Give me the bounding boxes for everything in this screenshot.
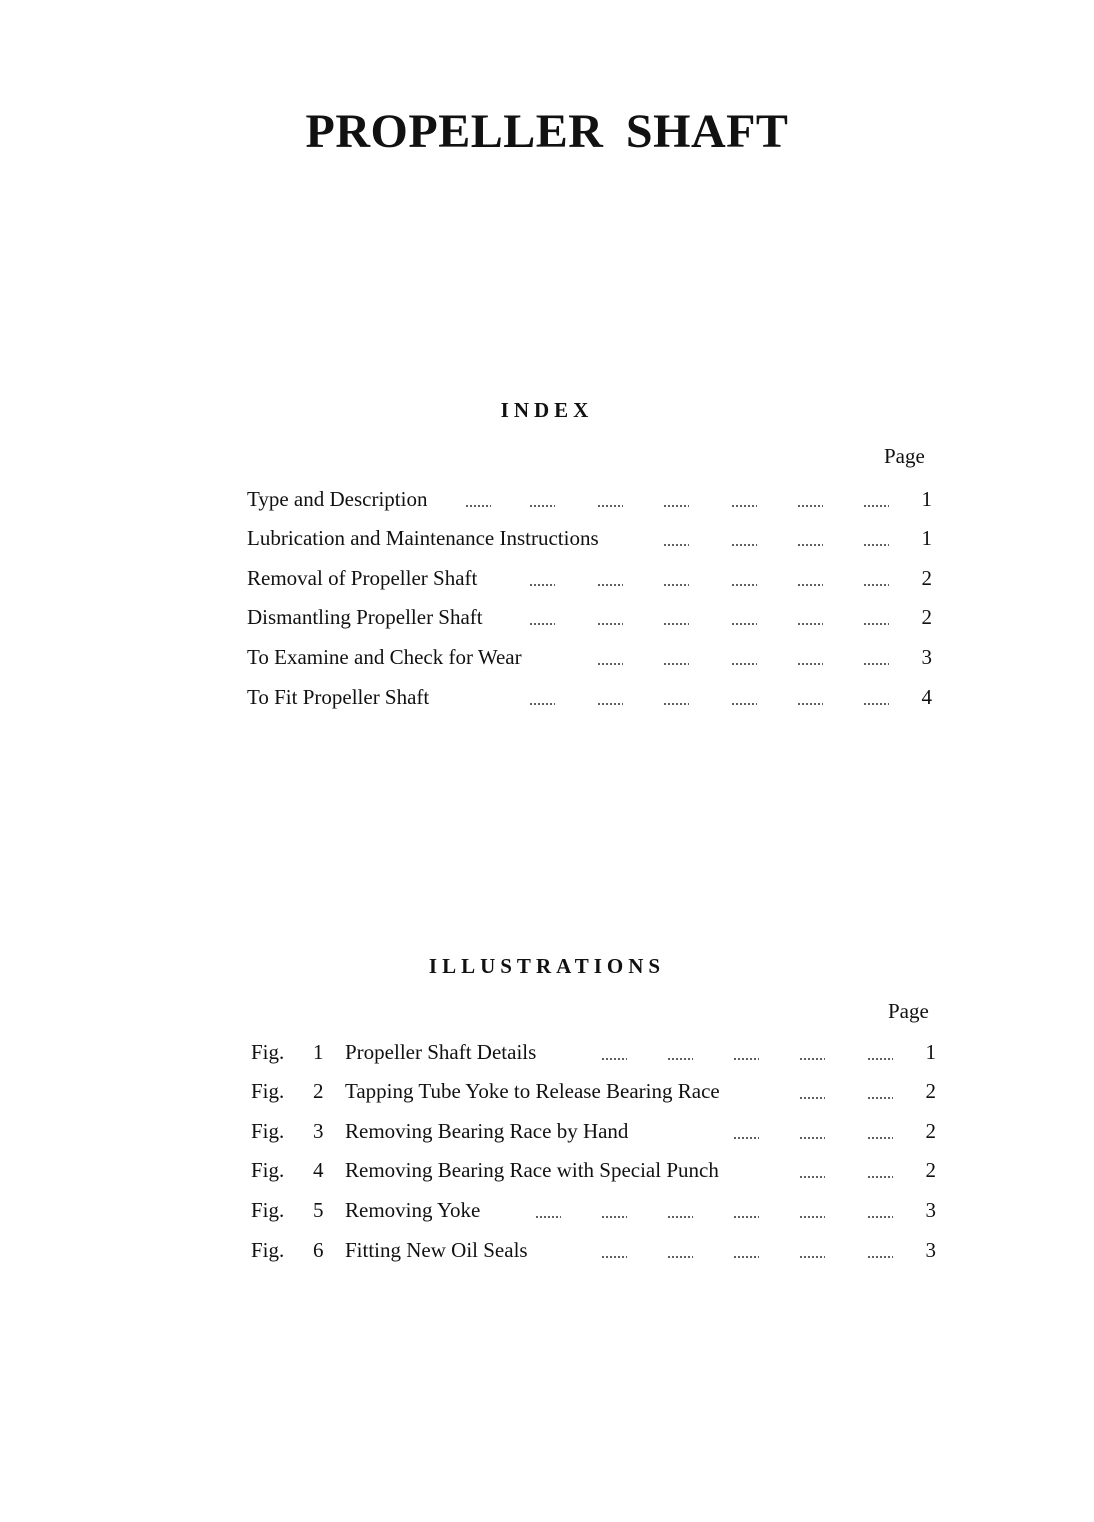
fig-label: Fig. — [251, 1198, 285, 1222]
dot-leader — [597, 622, 623, 628]
index-entry-page: 4 — [921, 685, 932, 709]
dot-leader — [529, 583, 555, 589]
index-entry — [247, 602, 937, 632]
illustration-page: 2 — [925, 1158, 936, 1182]
dot-leader — [733, 1215, 759, 1221]
index-page-column-label: Page — [884, 444, 925, 468]
dot-leader — [799, 1136, 825, 1142]
dot-leader — [601, 1255, 627, 1261]
dot-leader — [601, 1215, 627, 1221]
illustrations-page-column-label: Page — [888, 999, 929, 1023]
index-entry — [247, 642, 937, 672]
dot-leader — [663, 504, 689, 510]
index-entry-page: 1 — [921, 526, 932, 550]
index-entry-page: 1 — [921, 487, 932, 511]
illustration-title: Removing Yoke — [345, 1198, 481, 1222]
dot-leader — [601, 1057, 627, 1063]
illustration-entry — [251, 1076, 941, 1106]
illustration-title: Tapping Tube Yoke to Release Bearing Race — [345, 1079, 720, 1103]
dot-leader — [797, 622, 823, 628]
dot-leader — [863, 662, 889, 668]
illustration-title: Removing Bearing Race by Hand — [345, 1119, 629, 1143]
dot-leader — [529, 702, 555, 708]
fig-number: 5 — [313, 1198, 324, 1222]
dot-leader — [867, 1215, 893, 1221]
dot-leader — [799, 1096, 825, 1102]
dot-leader — [863, 543, 889, 549]
index-entry-title: Dismantling Propeller Shaft — [247, 605, 483, 629]
fig-label: Fig. — [251, 1079, 285, 1103]
illustration-page: 2 — [925, 1079, 936, 1103]
dot-leader — [667, 1255, 693, 1261]
fig-label: Fig. — [251, 1158, 285, 1182]
dot-leader — [663, 702, 689, 708]
dot-leader — [863, 583, 889, 589]
dot-leader — [733, 1057, 759, 1063]
fig-label: Fig. — [251, 1119, 285, 1143]
dot-leader — [799, 1255, 825, 1261]
index-entry — [247, 523, 937, 553]
dot-leader — [663, 662, 689, 668]
dot-leader — [797, 662, 823, 668]
index-entry-title: Removal of Propeller Shaft — [247, 566, 478, 590]
dot-leader — [663, 543, 689, 549]
illustration-title: Removing Bearing Race with Special Punch — [345, 1158, 719, 1182]
illustration-page: 3 — [925, 1238, 936, 1262]
dot-leader — [863, 622, 889, 628]
dot-leader — [867, 1255, 893, 1261]
index-entry-title: Type and Description — [247, 487, 428, 511]
dot-leader — [797, 583, 823, 589]
dot-leader — [799, 1057, 825, 1063]
index-entry-page: 3 — [921, 645, 932, 669]
index-heading: INDEX — [500, 398, 594, 422]
dot-leader — [867, 1096, 893, 1102]
dot-leader — [663, 622, 689, 628]
dot-leader — [733, 1136, 759, 1142]
dot-leader — [731, 543, 757, 549]
illustration-page: 3 — [925, 1198, 936, 1222]
dot-leader — [731, 504, 757, 510]
dot-leader — [529, 504, 555, 510]
fig-number: 6 — [313, 1238, 324, 1262]
fig-number: 3 — [313, 1119, 324, 1143]
index-entry-page: 2 — [921, 605, 932, 629]
dot-leader — [797, 543, 823, 549]
dot-leader — [863, 504, 889, 510]
dot-leader — [597, 504, 623, 510]
fig-number: 1 — [313, 1040, 324, 1064]
dot-leader — [799, 1215, 825, 1221]
page-title: PROPELLER SHAFT — [305, 105, 789, 158]
illustration-page: 1 — [925, 1040, 936, 1064]
index-entry-title: Lubrication and Maintenance Instructions — [247, 526, 599, 550]
dot-leader — [667, 1215, 693, 1221]
dot-leader — [535, 1215, 561, 1221]
dot-leader — [663, 583, 689, 589]
fig-label: Fig. — [251, 1238, 285, 1262]
dot-leader — [731, 622, 757, 628]
dot-leader — [597, 662, 623, 668]
illustration-title: Propeller Shaft Details — [345, 1040, 537, 1064]
dot-leader — [797, 504, 823, 510]
index-entry-title: To Examine and Check for Wear — [247, 645, 522, 669]
dot-leader — [731, 662, 757, 668]
illustration-entry — [251, 1235, 941, 1265]
dot-leader — [731, 702, 757, 708]
fig-label: Fig. — [251, 1040, 285, 1064]
illustration-entry — [251, 1037, 941, 1067]
dot-leader — [597, 583, 623, 589]
dot-leader — [867, 1136, 893, 1142]
index-entry-page: 2 — [921, 566, 932, 590]
index-entry — [247, 484, 937, 514]
index-entry-title: To Fit Propeller Shaft — [247, 685, 430, 709]
fig-number: 2 — [313, 1079, 324, 1103]
illustration-entry — [251, 1155, 941, 1185]
dot-leader — [731, 583, 757, 589]
illustrations-heading: ILLUSTRATIONS — [428, 954, 666, 978]
dot-leader — [799, 1175, 825, 1181]
dot-leader — [597, 702, 623, 708]
dot-leader — [733, 1255, 759, 1261]
dot-leader — [797, 702, 823, 708]
dot-leader — [867, 1057, 893, 1063]
illustration-entry — [251, 1195, 941, 1225]
fig-number: 4 — [313, 1158, 324, 1182]
dot-leader — [529, 622, 555, 628]
dot-leader — [667, 1057, 693, 1063]
dot-leader — [465, 504, 491, 510]
illustration-entry — [251, 1116, 941, 1146]
index-entry — [247, 563, 937, 593]
illustration-title: Fitting New Oil Seals — [345, 1238, 528, 1262]
index-entry — [247, 682, 937, 712]
dot-leader — [863, 702, 889, 708]
dot-leader — [867, 1175, 893, 1181]
illustration-page: 2 — [925, 1119, 936, 1143]
